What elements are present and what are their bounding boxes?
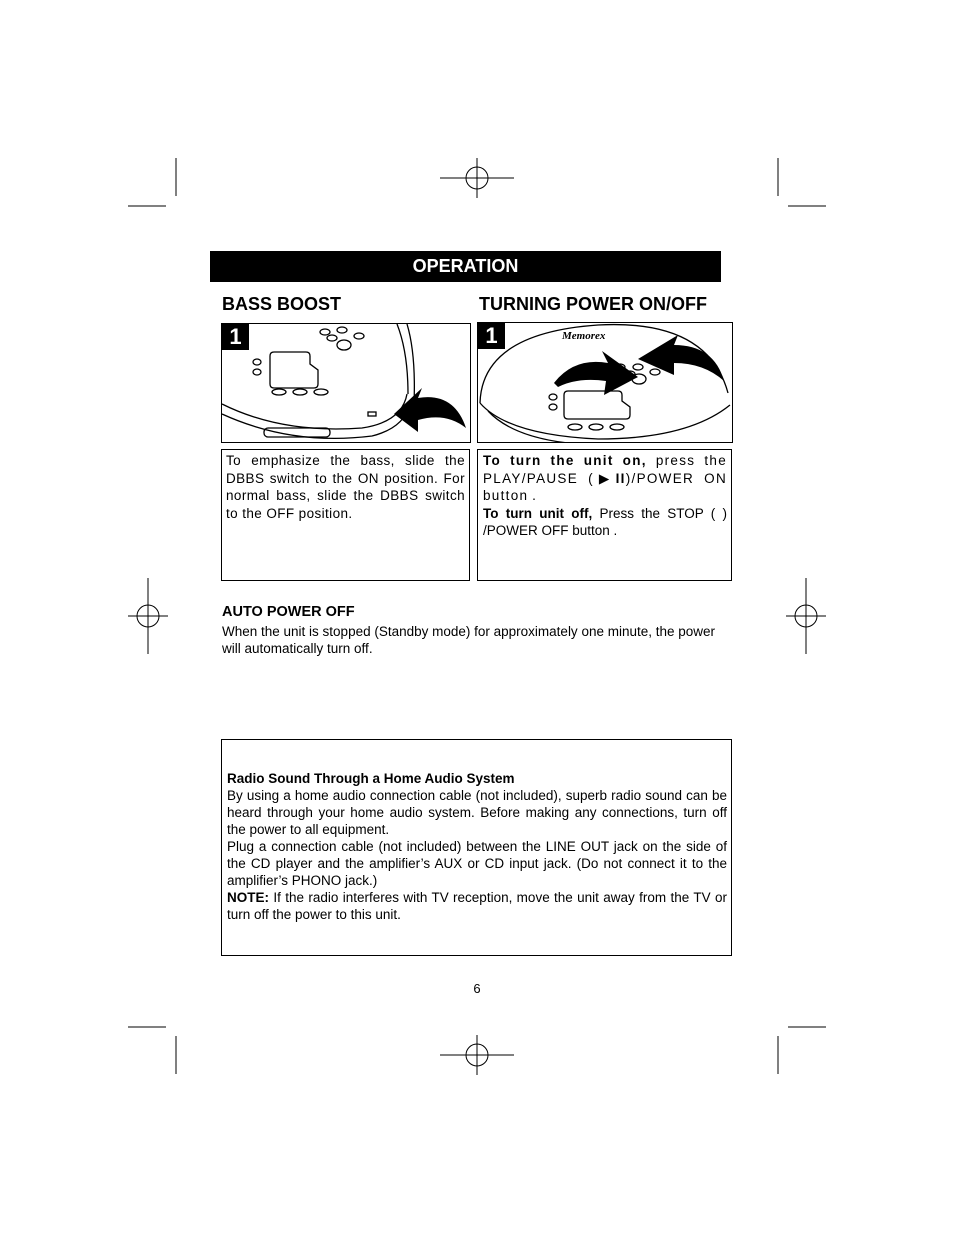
power-on-end: . [528, 488, 536, 503]
radio-paragraph-1: By using a home audio connection cable (not included), superb radio sound can be heard through your home audio system. Before making any connections, turn off the power to all equipment. [227, 788, 727, 837]
radio-title: Radio Sound Through a Home Audio System [227, 771, 515, 786]
note-text: If the radio interferes with TV reception, move the unit away from the TV or turn off the power to this unit. [227, 890, 727, 922]
radio-note [227, 889, 727, 923]
power-on-lead: To turn the unit on, [483, 453, 647, 468]
power-off-end: . [609, 523, 618, 538]
power-instructions [477, 449, 732, 581]
section-header: OPERATION [210, 251, 721, 282]
cd-player-top-drawing [478, 323, 732, 442]
bass-boost-text: To emphasize the bass, slide the DBBS switch to the ON position. For normal bass, slide the DBBS switch to the OFF position. [221, 449, 470, 581]
power-on-text-2: )/POWER ON button [483, 470, 727, 503]
auto-power-off-text: When the unit is stopped (Standby mode) for approximately one minute, the power will automatically turn off. [222, 624, 716, 656]
note-label: NOTE: [227, 890, 269, 905]
power-title: TURNING POWER ON/OFF [479, 294, 707, 314]
curved-arrow-left-icon [554, 351, 638, 395]
curved-arrow-icon [394, 388, 466, 432]
power-off-text: Press the STOP ( ) /POWER OFF button [483, 505, 727, 538]
registration-mark-right [786, 578, 826, 654]
registration-mark-left [128, 578, 168, 654]
cd-player-side-drawing [222, 324, 470, 442]
page-number: 6 [473, 981, 481, 996]
brand-logo: Memorex [562, 330, 606, 342]
power-on-text: press the PLAY/PAUSE ( [483, 453, 728, 486]
radio-info-box [221, 739, 732, 956]
radio-paragraph-2: Plug a connection cable (not included) between the LINE OUT jack on the side of the CD player and the amplifier’s AUX or CD input jack. (Do not connect it to the amplifier’s PHONO jack.) [227, 839, 727, 888]
power-off-lead: To turn unit off, [483, 505, 593, 521]
registration-mark-bottom [440, 1035, 514, 1075]
bass-boost-title: BASS BOOST [222, 294, 342, 314]
bass-boost-illustration [221, 323, 471, 443]
auto-power-off-title: AUTO POWER OFF [222, 604, 355, 620]
step-number: 1 [478, 323, 505, 349]
play-pause-icon: ▶II [593, 470, 626, 486]
registration-mark-top [440, 158, 514, 198]
step-number: 1 [222, 324, 249, 350]
power-illustration [477, 322, 733, 443]
